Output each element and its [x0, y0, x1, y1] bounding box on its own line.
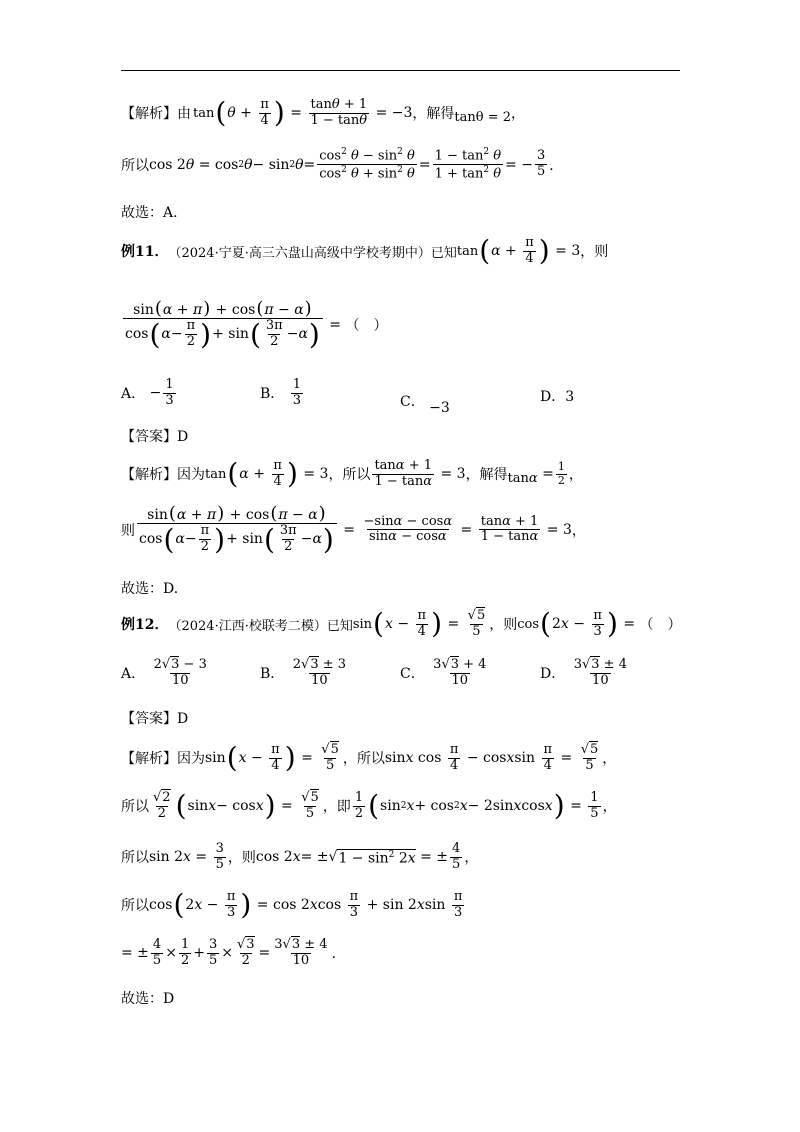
option-label: B．: [260, 666, 285, 683]
example-label: 例11．: [121, 244, 169, 261]
ex11-option-a: A． − $\frac{1}{3}$: [121, 377, 174, 408]
ex12-sol-line3: 所以 sin 2 x = $\frac{3}{5}$ ，则 cos 2 x = ±√ $1 - \sin^2 2x$ = ± $\frac{4}{5}$ ，: [121, 841, 479, 872]
ex12-header: 例12． （2024·江西·校联考二模）已知 sin ( x − $\frac{\pi}{4}$ ) = $\frac{√5}{5}$ ，则 cos ( 2 x − $\frac{\pi}{3}$ ) = （ ）: [121, 607, 682, 641]
ex12-sol-line2: 所以 $\frac{√2}{2}$ ( sin x − cos x ) = $\frac{√5}{5}$ ，即 $\frac{1}{2}$ ( sin 2 x + cos 2 x − 2sin x cos x ) = $\frac{1}{5}$ ，: [121, 789, 617, 823]
ex11-answer: 【答案】D: [121, 429, 189, 445]
example-label: 例12．: [121, 617, 169, 634]
analysis-label: 【解析】: [121, 467, 177, 484]
sol10-line2: 所以 cos 2 θ = cos 2 θ − sin 2 θ = $\frac{\cos^2 \theta - \sin^2 \theta}{\cos^2 \theta + \sin^2 \theta}$ = $\frac{1 - \tan^2 \theta}{1 + \tan^2 \theta}$ = − $\frac{3}{5}$ ．: [121, 147, 564, 182]
text: 所以: [121, 898, 149, 915]
text: 因为: [177, 467, 205, 484]
ex12-answer: 【答案】D: [121, 711, 189, 727]
ex11-header: 例11． （2024·宁夏·高三六盘山高级中学校考期中）已知 tan ( α + $\frac{\pi}{4}$ ) = 3 ，则: [121, 234, 609, 268]
sol10-conclusion: 故选：A.: [121, 205, 178, 221]
text: 因为: [177, 751, 205, 768]
ex12-option-b: B． $\frac{2√3 \pm 3}{10}$: [260, 657, 347, 688]
text: ，所以: [342, 751, 385, 768]
text: ．: [331, 946, 346, 963]
answer-bracket: （ ）: [639, 617, 682, 634]
text: ，: [602, 799, 617, 816]
ex11-sol-line2: 则 sin(α + π) + cos(π − α) cos ( α − $\frac{\pi}{2}$ ) + sin ( $\frac{3\pi}{2}$ − α ) = $\frac{-\sin\alpha - \cos\alpha}{\sin\alpha - \cos\alpha}$ = $\frac{\tan\alpha + 1}{1 - \tan\alpha}$ = 3 ，: [121, 503, 586, 556]
option-label: C．: [400, 394, 425, 410]
text: ．: [549, 157, 564, 174]
sol10-line1: 【解析】 由 tan ( θ + $\frac{\pi}{4}$ ) = $\frac{\tan\theta + 1}{1 - \tan\theta}$ = −3 ，解得 tanθ = 2 ，: [121, 96, 526, 130]
analysis-label: 【解析】: [121, 106, 177, 123]
text: ，: [571, 522, 586, 539]
text: ，解得: [465, 467, 508, 484]
text: ，: [568, 467, 583, 484]
ex11-option-b: B． $\frac{1}{3}$: [260, 377, 302, 408]
option-label: B．: [260, 386, 285, 403]
text: ，则: [580, 244, 609, 261]
ex12-sol-line1: 【解析】 因为 sin ( x − $\frac{\pi}{4}$ ) = $\frac{√5}{5}$ ，所以 sin x cos $\frac{\pi}{4}$ − cos x sin $\frac{\pi}{4}$ = $\frac{√5}{5}$ ，: [121, 741, 617, 775]
example-source: （2024·宁夏·高三六盘山高级中学校考期中）已知: [168, 245, 457, 261]
text: ，则: [489, 617, 518, 634]
ex12-option-a: A． $\frac{2√3 - 3}{10}$: [121, 657, 207, 688]
text: 所以: [121, 157, 149, 174]
option-label: A．: [121, 666, 146, 683]
analysis-label: 【解析】: [121, 751, 177, 768]
text: ，解得: [412, 106, 455, 123]
header-rule: [121, 70, 680, 71]
ex12-sol-line5: = ± $\frac{4}{5}$ × $\frac{1}{2}$ + $\frac{3}{5}$ × $\frac{√3}{2}$ = $\frac{3√3 \pm 4}{10}$ ．: [121, 937, 346, 968]
text: ，: [602, 751, 617, 768]
ex11-option-c: C． −3: [400, 386, 450, 416]
text: 则: [121, 522, 135, 539]
text: ，: [464, 850, 479, 867]
text: 所以: [121, 850, 149, 867]
option-label: C．: [400, 666, 425, 683]
text: ，即: [322, 799, 351, 816]
ex12-sol-line4: 所以 cos ( 2 x − $\frac{\pi}{3}$ ) = cos 2 x cos $\frac{\pi}{3}$ + sin 2 x sin $\frac{\pi}{3}$: [121, 888, 463, 922]
ex12-option-d: D． $\frac{3√3 \pm 4}{10}$: [540, 657, 627, 688]
ex12-conclusion: 故选：D: [121, 991, 175, 1007]
text: ，: [511, 106, 526, 123]
text: ，则: [227, 850, 256, 867]
text: ，所以: [328, 467, 371, 484]
example-source: （2024·江西·校联考二模）已知: [168, 618, 353, 634]
option-label: A．: [121, 386, 146, 403]
ex11-sol-line1: 【解析】 因为 tan ( α + $\frac{\pi}{4}$ ) = 3 ，所以 $\frac{\tan\alpha + 1}{1 - \tan\alpha}$ = 3 ，解得 tanα = $\frac{1}{2}$ ，: [121, 457, 583, 491]
result: tanθ = 2: [454, 109, 512, 125]
text: 由: [177, 106, 191, 123]
ex11-conclusion: 故选：D.: [121, 581, 179, 597]
ex12-option-c: C． $\frac{3√3 + 4}{10}$: [400, 657, 487, 688]
answer-bracket: （ ）: [345, 317, 388, 334]
ex11-expression: sin(α + π) + cos(π − α) cos ( α − $\frac{\pi}{2}$ ) + sin ( $\frac{3\pi}{2}$ − α ) = （ ）: [125, 298, 388, 351]
text: 所以: [121, 799, 149, 816]
ex11-option-d: D．3: [540, 389, 575, 405]
option-label: D．: [540, 666, 566, 683]
